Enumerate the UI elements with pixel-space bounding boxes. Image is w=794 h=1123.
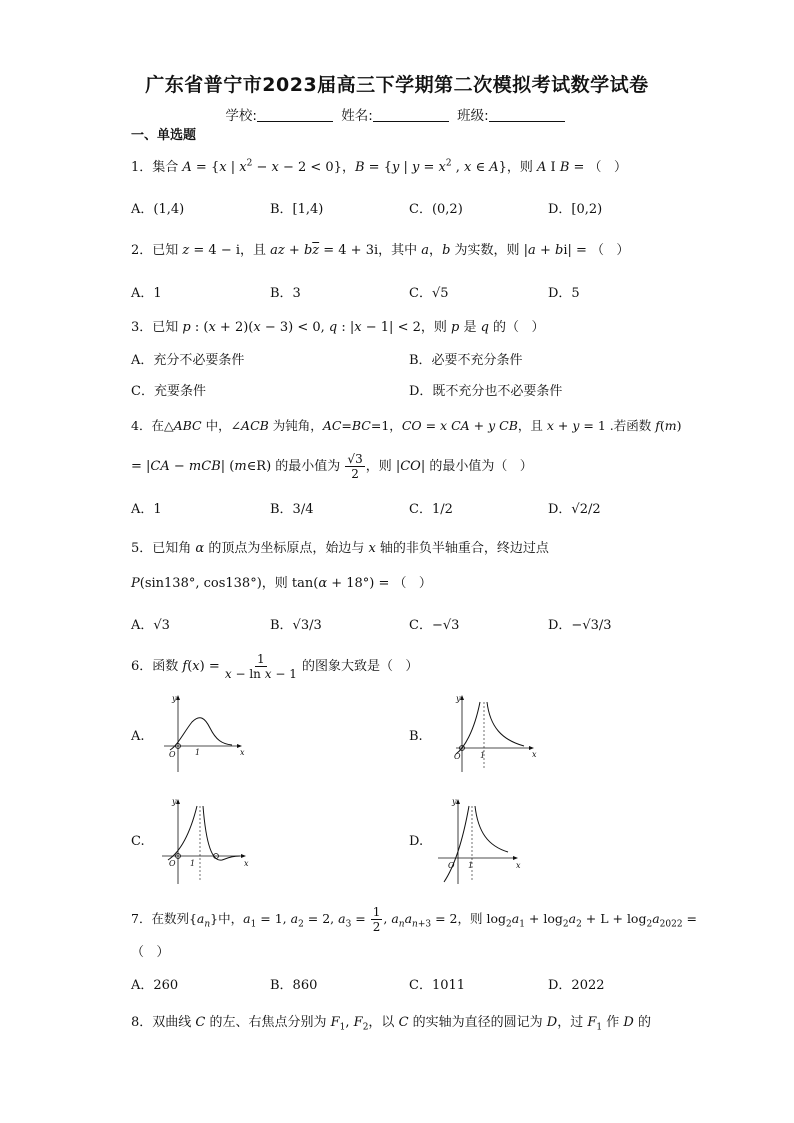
q3-option-a: A．充分不必要条件 (131, 353, 245, 368)
q7-option-b: B．860 (270, 978, 318, 993)
page-title: 广东省普宁市2023届高三下学期第二次模拟考试数学试卷 (145, 74, 649, 96)
graph-b-x-label: x (532, 750, 537, 759)
question-4-stem-cont: = |CA − mCB| (m∈R) 的最小值为 $\frac{√3}{2}$ ，则 |CO| 的最小值为（ ） (131, 452, 533, 481)
q6-option-b: B. (409, 729, 423, 744)
class-label: 班级: (457, 108, 489, 124)
q1-option-a: A．(1,4) (131, 202, 185, 217)
q4-option-d: D．√2/2 (548, 502, 601, 517)
q6-option-c: C. (131, 834, 145, 849)
graph-a-tick: 1 (195, 748, 201, 757)
graph-c-origin: O (169, 859, 176, 868)
name-label: 姓名: (341, 108, 373, 124)
section-title: 一、单选题 (131, 128, 197, 143)
q2-option-c: C．√5 (409, 286, 449, 301)
q7-option-a: A．260 (131, 978, 179, 993)
question-8-stem: 8．双曲线 C 的左、右焦点分别为 $F_1$, $F_2$，以 C 的实轴为直径的圆记为 D，过 $F_1$ 作 D 的 (131, 1015, 651, 1033)
school-blank[interactable] (257, 108, 333, 122)
q3-option-c: C．充要条件 (131, 384, 206, 399)
graph-a-origin: O (169, 750, 176, 759)
q4-option-c: C．1/2 (409, 502, 453, 517)
graph-a-x-label: x (240, 748, 245, 757)
graph-b-origin: O (454, 752, 461, 761)
graph-a-y-label: y (172, 694, 177, 703)
graph-a (160, 692, 246, 778)
graph-d-y-label: y (452, 797, 457, 806)
graph-d-x-label: x (516, 861, 521, 870)
q7-option-c: C．1011 (409, 978, 466, 993)
question-2-stem: 2．已知 z = 4 − i，且 az + $b\overline{z} = 4 + 3i$，其中 a，b 为实数，则 |a + bi| = （ ） (131, 243, 630, 258)
q2-option-b: B．3 (270, 286, 301, 301)
q5-option-a: A．√3 (131, 618, 170, 633)
graph-c (160, 794, 250, 886)
question-4-stem: 4．在△ABC 中，∠ACB 为钝角，AC=BC=1，CO = x CA + y CB，且 x + y = 1 .若函数 f(m) (131, 418, 682, 433)
question-7-stem: 7．在数列$\{a_n\}$中，$a_1 = 1$, $a_2 = 2$, $a_3$ = $\frac{1}{2}$ , $a_na_{n+3} = 2$，则 $\log_2a_1 + \log_2a_2 + L + \log_2a_{2022}$ = (131, 905, 698, 934)
question-7-stem-cont: （ ） (131, 945, 170, 960)
question-5-stem: 5．已知角 α 的顶点为坐标原点，始边与 x 轴的非负半轴重合，终边过点 (131, 541, 549, 556)
graph-d-tick: 1 (468, 861, 474, 870)
q3-option-d: D．既不充分也不必要条件 (409, 384, 563, 399)
question-6-stem: 6．函数 f(x) = $\frac{1}{\text{x − ln x − 1}}$ 的图象大致是（ ） (131, 652, 419, 681)
q4-option-a: A．1 (131, 502, 162, 517)
q7-option-d: D．2022 (548, 978, 605, 993)
graph-c-y-label: y (172, 797, 177, 806)
graph-d-origin: O (448, 861, 455, 870)
q6-option-a: A. (131, 729, 145, 744)
graph-c-tick: 1 (190, 859, 196, 868)
q1-option-b: B．[1,4) (270, 202, 324, 217)
school-label: 学校: (225, 108, 257, 124)
q5-option-d: D．−√3/3 (548, 618, 612, 633)
graph-c-x-label: x (244, 859, 249, 868)
q3-option-b: B．必要不充分条件 (409, 353, 523, 368)
graph-b (452, 692, 538, 778)
q5-option-b: B．√3/3 (270, 618, 322, 633)
class-blank[interactable] (489, 108, 565, 122)
question-5-stem-cont: P(sin138°, cos138°)，则 tan(α + 18°) = （ ） (131, 576, 432, 591)
graph-d (436, 794, 522, 886)
q5-option-c: C．−√3 (409, 618, 460, 633)
graph-b-tick: 1 (480, 751, 486, 760)
question-3-stem: 3．已知 p : (x + 2)(x − 3) < 0, q : |x − 1| < 2，则 p 是 q 的（ ） (131, 320, 545, 335)
question-1-stem: 1．集合 A = {x | $x^2 - x - 2 < 0$}，B = {y | $y = x^2$ , x ∈ A}，则 A I B = （ ） (131, 158, 627, 175)
student-info-line (0, 104, 794, 124)
q4-option-b: B．3/4 (270, 502, 314, 517)
q1-option-d: D．[0,2) (548, 202, 603, 217)
q6-option-d: D. (409, 834, 424, 849)
q1-option-c: C．(0,2) (409, 202, 463, 217)
q2-option-d: D．5 (548, 286, 580, 301)
graph-b-y-label: y (456, 694, 461, 703)
q2-option-a: A．1 (131, 286, 162, 301)
name-blank[interactable] (373, 108, 449, 122)
